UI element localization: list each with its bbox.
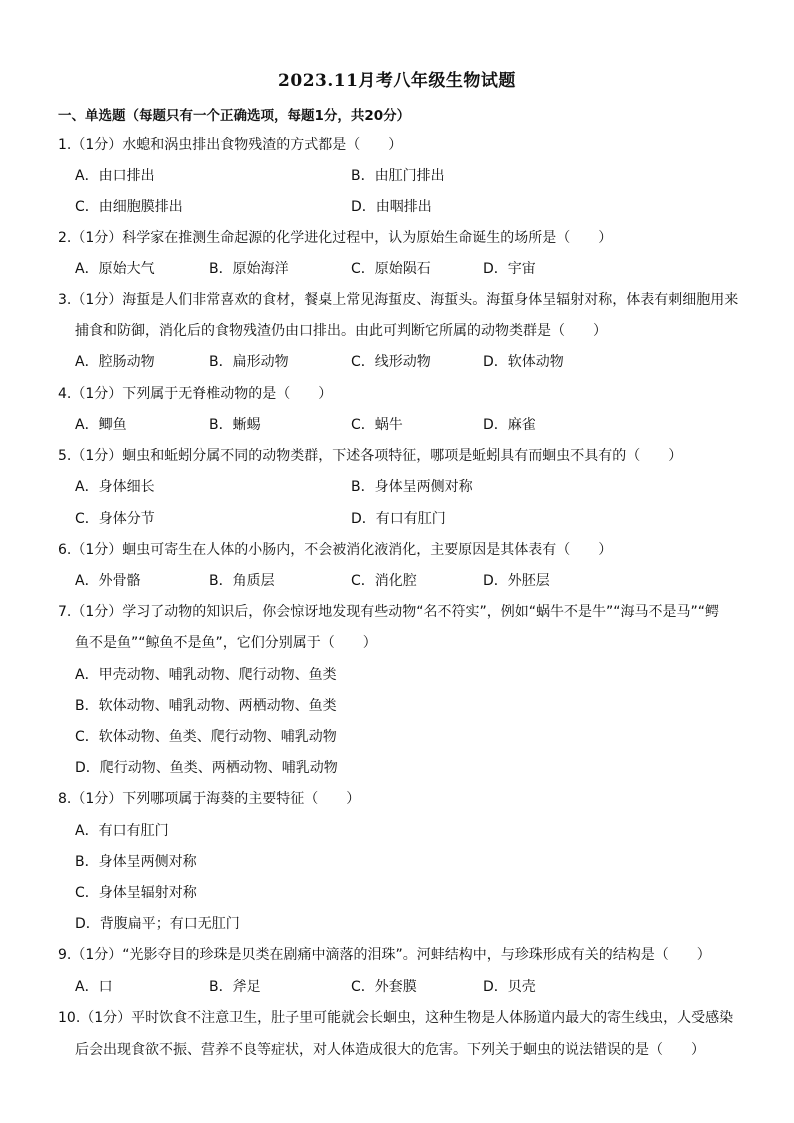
question-6-option-d: D．外胚层 bbox=[483, 573, 550, 589]
question-8-option-a: A．有口有肛门 bbox=[75, 823, 169, 839]
question-1-option-d: D．由咽排出 bbox=[351, 199, 432, 215]
question-5-stem: 5.（1分）蛔虫和蚯蚓分属不同的动物类群，下述各项特征，哪项是蚯蚓具有而蛔虫不具有的（ ） bbox=[58, 448, 683, 464]
question-8-option-b: B．身体呈两侧对称 bbox=[75, 854, 197, 870]
question-2-option-b: B．原始海洋 bbox=[209, 261, 289, 277]
question-1-option-c: C．由细胞膜排出 bbox=[75, 199, 183, 215]
question-9-option-c: C．外套膜 bbox=[351, 979, 417, 995]
question-6-option-b: B．角质层 bbox=[209, 573, 275, 589]
question-4-option-c: C．蜗牛 bbox=[351, 417, 403, 433]
section-heading: 一、单选题（每题只有一个正确选项，每题1分，共20分） bbox=[58, 108, 411, 124]
question-10-stem-cont: 后会出现食欲不振、营养不良等症状，对人体造成很大的危害。下列关于蛔虫的说法错误的是（ ） bbox=[75, 1042, 705, 1058]
question-5-option-a: A．身体细长 bbox=[75, 479, 155, 495]
question-1-option-a: A．由口排出 bbox=[75, 168, 155, 184]
question-5-option-d: D．有口有肛门 bbox=[351, 511, 446, 527]
question-3-option-b: B．扁形动物 bbox=[209, 354, 289, 370]
question-3-stem-cont: 捕食和防御，消化后的食物残渣仍由口排出。由此可判断它所属的动物类群是（ ） bbox=[75, 323, 607, 339]
page-title: 2023.11月考八年级生物试题 bbox=[278, 71, 516, 91]
question-6-stem: 6.（1分）蛔虫可寄生在人体的小肠内，不会被消化液消化，主要原因是其体表有（ ） bbox=[58, 542, 613, 558]
question-2-stem: 2.（1分）科学家在推测生命起源的化学进化过程中，认为原始生命诞生的场所是（ ） bbox=[58, 230, 613, 246]
question-8-option-d: D．背腹扁平；有口无肛门 bbox=[75, 916, 240, 932]
question-3-option-a: A．腔肠动物 bbox=[75, 354, 155, 370]
question-7-option-c: C．软体动物、鱼类、爬行动物、哺乳动物 bbox=[75, 729, 337, 745]
question-9-option-b: B．斧足 bbox=[209, 979, 261, 995]
question-9-option-a: A．口 bbox=[75, 979, 113, 995]
question-3-option-c: C．线形动物 bbox=[351, 354, 431, 370]
question-5-option-b: B．身体呈两侧对称 bbox=[351, 479, 473, 495]
question-5-option-c: C．身体分节 bbox=[75, 511, 155, 527]
question-9-stem: 9.（1分）“光影夺目的珍珠是贝类在剧痛中滴落的泪珠”。河蚌结构中，与珍珠形成有关的结构是（ ） bbox=[58, 947, 711, 963]
question-4-option-b: B．蜥蜴 bbox=[209, 417, 261, 433]
question-3-option-d: D．软体动物 bbox=[483, 354, 564, 370]
question-2-option-d: D．宇宙 bbox=[483, 261, 536, 277]
question-7-option-b: B．软体动物、哺乳动物、两栖动物、鱼类 bbox=[75, 698, 337, 714]
question-4-stem: 4.（1分）下列属于无脊椎动物的是（ ） bbox=[58, 386, 333, 402]
question-4-option-a: A．鲫鱼 bbox=[75, 417, 127, 433]
question-4-option-d: D．麻雀 bbox=[483, 417, 536, 433]
question-7-option-a: A．甲壳动物、哺乳动物、爬行动物、鱼类 bbox=[75, 667, 337, 683]
question-7-stem: 7.（1分）学习了动物的知识后，你会惊讶地发现有些动物“名不符实”，例如“蜗牛不是牛”“海马不是马”“鳄 bbox=[58, 604, 720, 620]
question-8-option-c: C．身体呈辐射对称 bbox=[75, 885, 197, 901]
question-6-option-c: C．消化腔 bbox=[351, 573, 417, 589]
question-9-option-d: D．贝壳 bbox=[483, 979, 536, 995]
question-8-stem: 8.（1分）下列哪项属于海葵的主要特征（ ） bbox=[58, 791, 361, 807]
question-1-stem: 1.（1分）水螅和涡虫排出食物残渣的方式都是（ ） bbox=[58, 137, 403, 153]
question-3-stem: 3.（1分）海蜇是人们非常喜欢的食材，餐桌上常见海蜇皮、海蜇头。海蜇身体呈辐射对称，体表有刺细胞用来 bbox=[58, 292, 739, 308]
question-7-stem-cont: 鱼不是鱼”“鲸鱼不是鱼”，它们分别属于（ ） bbox=[75, 635, 377, 651]
question-2-option-a: A．原始大气 bbox=[75, 261, 155, 277]
question-10-stem: 10.（1分）平时饮食不注意卫生，肚子里可能就会长蛔虫，这种生物是人体肠道内最大的寄生线虫，人受感染 bbox=[58, 1010, 734, 1026]
question-6-option-a: A．外骨骼 bbox=[75, 573, 141, 589]
question-2-option-c: C．原始陨石 bbox=[351, 261, 431, 277]
question-1-option-b: B．由肛门排出 bbox=[351, 168, 445, 184]
question-7-option-d: D．爬行动物、鱼类、两栖动物、哺乳动物 bbox=[75, 760, 338, 776]
